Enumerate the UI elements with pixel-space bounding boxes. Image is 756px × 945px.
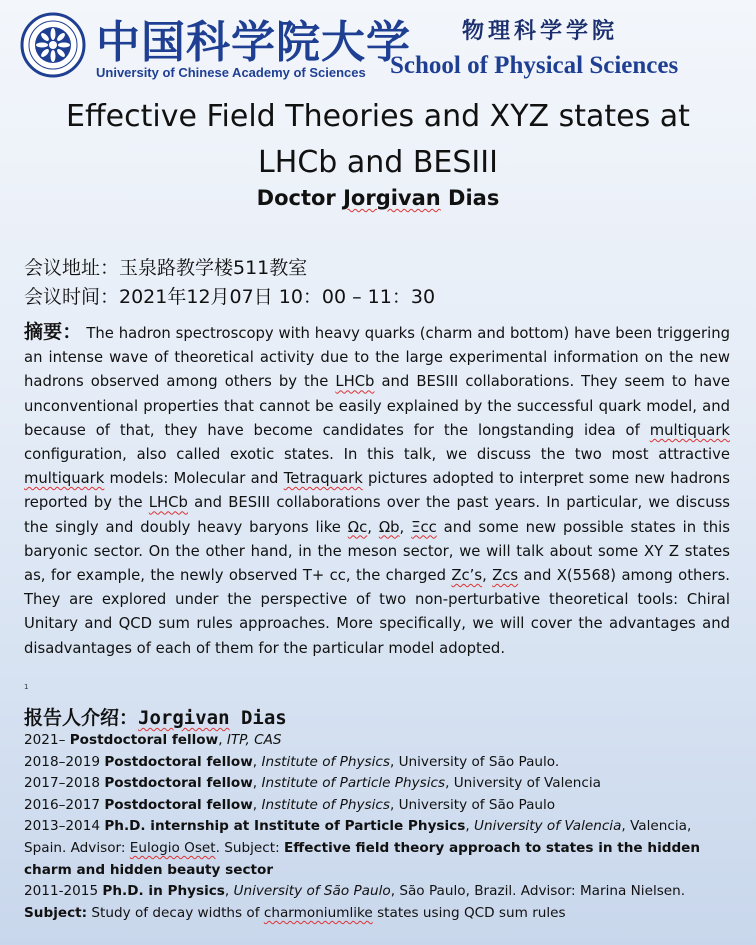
bio-subject: charm and hidden beauty sector: [24, 861, 274, 878]
bio-separator: ,: [252, 753, 262, 770]
bio-period: 2021–: [24, 732, 70, 748]
bio-subject-label: . Subject:: [215, 839, 284, 856]
abstract-term: Zc’s: [451, 567, 483, 585]
bio-period: 2011-2015: [24, 883, 103, 900]
abstract-text: and some new possible states in this baryonic sector. On the other hand, in the meson sector, we will talk about some XY Z states as, for example, the newly observed T+ cc, the charged: [24, 518, 730, 585]
abstract-text: ,: [367, 518, 379, 536]
bio-separator: ,: [218, 732, 227, 748]
bio-subject-label: Subject:: [24, 904, 88, 921]
bio-entry: [24, 903, 736, 925]
bio-entry: [24, 881, 736, 903]
bio-institution: Institute of Physics: [261, 753, 390, 770]
bio-role: Ph.D. in Physics: [102, 883, 225, 900]
bio-heading-label: 报告人介绍：: [24, 707, 139, 729]
bio-entry-continued: [24, 838, 736, 860]
talk-title: [20, 94, 736, 186]
abstract-term: LHCb: [335, 373, 375, 391]
bio-period: 2017–2018: [24, 775, 105, 792]
university-name-en: University of Chinese Academy of Sciences: [96, 65, 366, 80]
speaker-bio: [24, 730, 736, 924]
bio-advisor-label: Spain. Advisor:: [24, 839, 130, 856]
abstract-text: ,: [482, 567, 493, 585]
footnote-marker: 1: [24, 683, 29, 691]
abstract-text: and X(5568) among others. They are explored under the perspective of two non-perturbative theoretical tools: Chiral Unitary and QCD sum rules approaches. More specifically, we will cover the advantages and disadvantages of each of them for the particular model adopted.: [24, 567, 730, 657]
university-name-cn: 中国科学院大学: [96, 17, 411, 68]
bio-institution: Institute of Physics: [261, 796, 390, 813]
speaker-bio-heading: [24, 703, 287, 730]
bio-entry-continued: [24, 860, 736, 882]
abstract-term: Zcs: [492, 567, 519, 585]
abstract-text: models: Molecular and: [104, 470, 284, 488]
abstract-text: and BESIII collaborations. They seem to have unconventional properties that cannot be easily explained by the successful quark model, and because of that, they have become candidates for the longstanding idea of: [24, 373, 730, 439]
bio-role: Postdoctoral fellow: [69, 732, 219, 748]
abstract-term: multiquark: [649, 421, 730, 439]
bio-role: Postdoctoral fellow: [104, 796, 253, 813]
abstract-label: 摘要：: [24, 321, 82, 343]
bio-role: Postdoctoral fellow: [104, 775, 253, 792]
school-name-cn: 物理科学学院: [462, 18, 619, 44]
speaker-first-name: Jorgivan: [343, 186, 441, 210]
bio-heading-first-name: Jorgivan: [138, 707, 230, 729]
abstract: [24, 320, 730, 661]
bio-separator: ,: [252, 796, 262, 813]
school-name-en: School of Physical Sciences: [390, 52, 679, 79]
talk-title-line-1: Effective Field Theories and XYZ states at: [66, 99, 690, 134]
speaker-prefix: Doctor: [256, 186, 344, 210]
university-seal-icon: [20, 12, 86, 78]
abstract-text: ,: [399, 518, 412, 536]
bio-entry: [24, 752, 736, 774]
abstract-text: and BESIII collaborations over the past years. In particular, we discuss the singly and doubly heavy baryons like: [24, 494, 731, 536]
bio-institution: Institute of Particle Physics: [261, 775, 446, 792]
meeting-time: 会议时间：2021年12月07日 10：00 – 11：30: [24, 286, 436, 308]
bio-period: 2018–2019: [24, 753, 105, 770]
header: [0, 0, 756, 90]
bio-heading-surname: Dias: [229, 707, 287, 729]
bio-role: Postdoctoral fellow: [104, 753, 253, 770]
abstract-term: Ξcc: [411, 518, 437, 536]
bio-subject: Effective field theory approach to states in the hidden: [284, 839, 701, 856]
bio-period: 2013–2014: [24, 818, 105, 835]
abstract-text: configuration, also called exotic states. In this talk, we discuss the two most attractive: [24, 446, 730, 464]
talk-title-line-2: LHCb and BESIII: [258, 145, 498, 180]
abstract-text: pictures adopted to interpret some new hadrons reported by the: [24, 470, 731, 512]
bio-subject: Study of decay widths of: [87, 904, 264, 921]
bio-location: , University of São Paulo.: [389, 753, 560, 770]
meeting-venue: 会议地址：玉泉路教学楼511教室: [24, 257, 308, 279]
abstract-term: multiquark: [24, 470, 105, 488]
bio-institution: University of Valencia: [474, 818, 622, 835]
bio-period: 2016–2017: [24, 796, 105, 813]
bio-institution: University of São Paulo: [233, 883, 391, 900]
speaker-surname: Dias: [440, 186, 500, 210]
bio-separator: ,: [224, 883, 234, 900]
abstract-term: Tetraquark: [283, 470, 363, 488]
abstract-text: The hadron spectroscopy with heavy quarks (charm and bottom) have been triggering an intense wave of theoretical activity due to the large experimental information on the new hadrons observed among others by the: [24, 325, 730, 391]
abstract-term: Ωb: [378, 518, 400, 536]
bio-entry: [24, 795, 736, 817]
bio-location: , University of Valencia: [445, 775, 601, 792]
bio-subject-term: charmoniumlike: [263, 904, 373, 921]
bio-advisor: Eulogio Oset: [129, 839, 216, 856]
bio-location: , University of São Paulo: [389, 796, 556, 813]
bio-separator: ,: [252, 775, 262, 792]
speaker-line: [0, 186, 756, 210]
bio-location: , Valencia,: [621, 818, 692, 835]
bio-institution: ITP, CAS: [226, 732, 282, 748]
bio-entry: [24, 730, 736, 752]
bio-entry: [24, 773, 736, 795]
bio-subject: states using QCD sum rules: [372, 904, 566, 921]
bio-separator: ,: [465, 818, 474, 835]
abstract-term: Ωc: [347, 518, 368, 536]
abstract-term: LHCb: [148, 494, 188, 512]
bio-entry: [24, 816, 736, 838]
bio-role: Ph.D. internship at Institute of Particle Physics: [104, 818, 466, 835]
bio-location: , São Paulo, Brazil. Advisor: Marina Nielsen.: [390, 883, 686, 900]
